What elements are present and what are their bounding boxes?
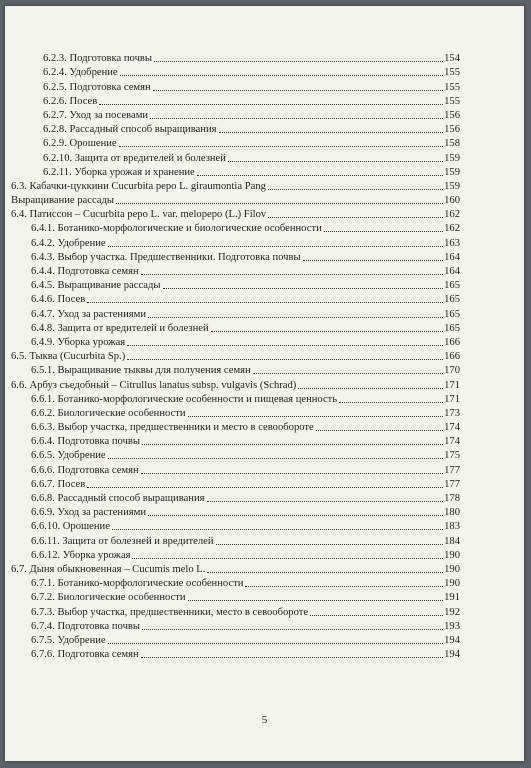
toc-entry	[5, 206, 524, 220]
toc-entry-title: 6.7.4. Подготовка почвы	[31, 620, 141, 632]
toc-entry-title: 6.6.3. Выбор участка, предшественники и место в севообороте	[31, 422, 314, 434]
toc-entry-page: 165	[444, 322, 460, 334]
toc-entry-title: 6.2.3. Подготовка почвы	[43, 53, 153, 65]
dot-leader	[142, 628, 443, 630]
toc-entry	[5, 107, 524, 121]
toc-entry-page: 193	[444, 620, 460, 632]
toc-entry	[5, 64, 524, 78]
dot-leader	[141, 472, 443, 474]
toc-entry-page: 155	[444, 81, 460, 93]
toc-entry-page: 154	[444, 53, 460, 65]
dot-leader	[120, 74, 443, 76]
toc-entry-title: 6.6.4. Подготовка почвы	[31, 436, 141, 448]
toc-entry-page: 192	[444, 606, 460, 618]
toc-entry-page: 162	[444, 209, 460, 221]
toc-entry	[5, 50, 524, 64]
dot-leader	[87, 301, 443, 303]
toc-entry-page: 190	[444, 563, 460, 575]
dot-leader	[87, 486, 443, 488]
toc-entry	[5, 547, 524, 561]
toc-entry	[5, 376, 524, 390]
toc-entry	[5, 220, 524, 234]
toc-entry-title: 6.2.9. Орошение	[43, 138, 117, 150]
dot-leader	[116, 202, 443, 204]
toc-entry-title: 6.2.11. Уборка урожая и хранение	[43, 166, 195, 178]
toc-entry	[5, 518, 524, 532]
toc-entry-page: 159	[444, 152, 460, 164]
toc-entry	[5, 234, 524, 248]
toc-entry-page: 166	[444, 336, 460, 348]
toc-entry-page: 184	[444, 535, 460, 547]
toc-entry-title: 6.4.9. Уборка урожая	[31, 336, 126, 348]
toc-entry	[5, 263, 524, 277]
toc-entry-page: 158	[444, 138, 460, 150]
dot-leader	[148, 316, 443, 318]
dot-leader	[108, 457, 443, 459]
toc-entry-title: 6.2.6. Посев	[43, 95, 98, 107]
toc-entry-title: 6.2.8. Рассадный способ выращивания	[43, 124, 217, 136]
toc-entry-page: 174	[444, 436, 460, 448]
toc-entry-title: 6.2.5. Подготовка семян	[43, 81, 151, 93]
dot-leader	[112, 528, 443, 530]
toc-entry-title: 6.7.2. Биологические особенности	[31, 592, 186, 604]
toc-entry-title: 6.2.7. Уход за посевами	[43, 109, 149, 121]
toc-entry-page: 183	[444, 521, 460, 533]
dot-leader	[99, 103, 443, 105]
toc-entry	[5, 348, 524, 362]
toc-entry-page: 163	[444, 237, 460, 249]
dot-leader	[119, 145, 443, 147]
toc-entry-page: 165	[444, 280, 460, 292]
toc-entry-page: 190	[444, 578, 460, 590]
dot-leader	[148, 514, 443, 516]
toc-entry-title: 6.4.6. Посев	[31, 294, 86, 306]
toc-entry-title: 6.6.2. Биологические особенности	[31, 407, 186, 419]
toc-entry-title: 6.6.11. Защита от болезней и вредителей	[31, 535, 214, 547]
toc-entry-title: 6.7. Дыня обыкновенная – Cucumis melo L.	[11, 563, 206, 575]
toc-entry	[5, 646, 524, 660]
toc-entry	[5, 320, 524, 334]
toc-entry	[5, 532, 524, 546]
dot-leader	[127, 344, 443, 346]
toc-entry-page: 178	[444, 493, 460, 504]
document-page	[5, 6, 524, 761]
toc-entry	[5, 490, 524, 504]
toc-entry	[5, 632, 524, 646]
toc-entry-page: 160	[444, 195, 460, 207]
toc-entry-page: 155	[444, 95, 460, 107]
dot-leader	[108, 642, 443, 644]
toc-entry-title: 6.7.3. Выбор участка, предшественники, место в севообороте	[31, 606, 309, 618]
toc-entry-page: 156	[444, 124, 460, 136]
toc-entry	[5, 391, 524, 405]
toc-entry	[5, 249, 524, 263]
toc-entry-page: 171	[444, 393, 460, 405]
toc-entry	[5, 277, 524, 291]
dot-leader	[154, 60, 443, 62]
page-number: 5	[261, 714, 268, 726]
dot-leader	[150, 117, 443, 119]
toc-entry-title: 6.4.1. Ботанико-морфологические и биологические особенности	[31, 223, 322, 235]
toc-entry-title: 6.6.10. Орошение	[31, 521, 110, 533]
toc-entry-title: 6.3. Кабачки-цуккини Cucurbita pepo L. giraumontia Pang	[11, 180, 266, 192]
toc-entry-page: 159	[444, 166, 460, 178]
toc-entry	[5, 164, 524, 178]
toc-entry-title: 6.4. Патиссон – Cucurbita pepo L. var. melopepo (L.) Filov	[11, 209, 267, 221]
toc-entry-page: 170	[444, 365, 460, 377]
dot-leader	[298, 387, 443, 389]
toc-entry-page: 162	[444, 223, 460, 235]
dot-leader	[127, 358, 443, 360]
dot-leader	[142, 443, 443, 445]
toc-entry-page: 177	[444, 478, 460, 490]
toc-entry-title: 6.2.10. Защита от вредителей и болезней	[43, 152, 226, 164]
toc-entry	[5, 291, 524, 305]
toc-entry-page: 164	[444, 251, 460, 263]
dot-leader	[132, 557, 443, 559]
toc-entry	[5, 561, 524, 575]
toc-entry	[5, 121, 524, 135]
toc-entry-title: 6.4.3. Выбор участка. Предшественники. Подготовка почвы	[31, 251, 301, 263]
toc-entry-page: 194	[444, 649, 460, 661]
toc-entry	[5, 78, 524, 92]
toc-entry	[5, 93, 524, 107]
dot-leader	[303, 259, 444, 261]
dot-leader	[188, 599, 444, 601]
toc-entry-page: 175	[444, 450, 460, 462]
toc-entry	[5, 192, 524, 206]
toc-entry	[5, 433, 524, 447]
dot-leader	[316, 429, 443, 431]
table-of-contents	[5, 50, 524, 660]
toc-entry-page: 191	[444, 592, 460, 604]
toc-entry-title: 6.4.8. Защита от вредителей и болезней	[31, 322, 209, 334]
toc-entry	[5, 135, 524, 149]
toc-entry-page: 171	[444, 379, 460, 391]
toc-entry	[5, 618, 524, 632]
toc-entry	[5, 575, 524, 589]
toc-entry-title: 6.6.12. Уборка урожая	[31, 549, 131, 561]
toc-entry	[5, 149, 524, 163]
toc-entry-page: 166	[444, 351, 460, 363]
dot-leader	[188, 415, 444, 417]
dot-leader	[310, 614, 443, 616]
dot-leader	[207, 500, 444, 502]
dot-leader	[163, 287, 444, 289]
dot-leader	[141, 656, 443, 658]
dot-leader	[211, 330, 443, 332]
toc-entry-title: 6.4.2. Удобрение	[31, 237, 106, 249]
toc-entry-title: 6.6.6. Подготовка семян	[31, 464, 139, 476]
toc-entry	[5, 461, 524, 475]
toc-entry	[5, 178, 524, 192]
dot-leader	[141, 273, 443, 275]
toc-entry-page: 190	[444, 549, 460, 561]
dot-leader	[268, 188, 443, 190]
toc-entry-title: 6.6.1. Ботанико-морфологические особенности и пищевая ценность	[31, 393, 338, 405]
toc-entry	[5, 504, 524, 518]
toc-entry-title: 6.5. Тыква (Cucurbita Sp.)	[11, 351, 126, 363]
toc-entry-page: 174	[444, 422, 460, 434]
toc-entry-title: 6.6.7. Посев	[31, 478, 86, 490]
toc-entry-title: 6.6.9. Уход за растениями	[31, 507, 146, 519]
toc-entry-page: 173	[444, 407, 460, 419]
toc-entry-title: Выращивание рассады	[11, 195, 115, 207]
toc-entry-title: 6.2.4. Удобрение	[43, 67, 118, 79]
dot-leader	[245, 585, 443, 587]
toc-entry-page: 165	[444, 308, 460, 320]
dot-leader	[153, 89, 443, 91]
toc-entry-title: 6.5.1. Выращивание тыквы для получения семян	[31, 365, 251, 377]
toc-entry	[5, 603, 524, 617]
toc-entry	[5, 447, 524, 461]
toc-entry-title: 6.4.7. Уход за растениями	[31, 308, 146, 320]
toc-entry	[5, 362, 524, 376]
toc-entry-page: 180	[444, 507, 460, 519]
toc-entry	[5, 476, 524, 490]
toc-entry-page: 159	[444, 180, 460, 192]
toc-entry-title: 6.6.5. Удобрение	[31, 450, 106, 462]
toc-entry-title: 6.4.5. Выращивание рассады	[31, 280, 161, 292]
toc-entry-title: 6.7.6. Подготовка семян	[31, 649, 139, 661]
toc-entry-page: 177	[444, 464, 460, 476]
dot-leader	[268, 216, 443, 218]
dot-leader	[108, 245, 443, 247]
toc-entry-page: 155	[444, 67, 460, 79]
dot-leader	[207, 571, 443, 573]
dot-leader	[228, 160, 443, 162]
dot-leader	[216, 543, 444, 545]
toc-entry-page: 156	[444, 109, 460, 121]
dot-leader	[324, 230, 443, 232]
toc-entry	[5, 334, 524, 348]
toc-entry	[5, 405, 524, 419]
toc-entry-title: 6.6.8. Рассадный способ выращивания	[31, 493, 205, 504]
toc-entry	[5, 305, 524, 319]
toc-entry	[5, 589, 524, 603]
dot-leader	[339, 401, 443, 403]
toc-entry-title: 6.4.4. Подготовка семян	[31, 266, 139, 277]
toc-entry-page: 164	[444, 266, 460, 277]
toc-entry-title: 6.6. Арбуз съедобный – Citrullus lanatus subsp. vulgavis (Schrad)	[11, 379, 297, 391]
toc-entry	[5, 419, 524, 433]
dot-leader	[197, 174, 443, 176]
toc-entry-page: 194	[444, 634, 460, 646]
toc-entry-page: 165	[444, 294, 460, 306]
dot-leader	[253, 372, 443, 374]
toc-entry-title: 6.7.1. Ботанико-морфологические особенности	[31, 578, 244, 590]
dot-leader	[219, 131, 444, 133]
toc-entry-title: 6.7.5. Удобрение	[31, 634, 106, 646]
